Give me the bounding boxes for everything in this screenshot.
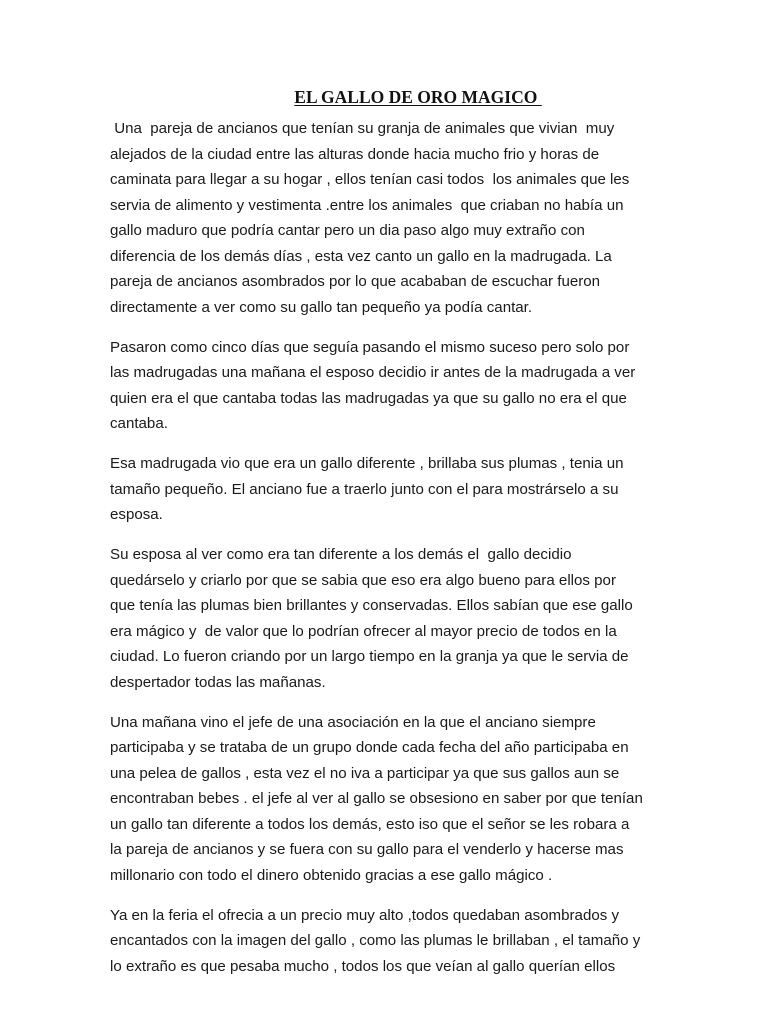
text-line: las madrugadas una mañana el esposo decidio ir antes de la madrugada a ver [110, 364, 636, 381]
text-line: diferencia de los demás días , esta vez canto un gallo en la madrugada. La [110, 247, 612, 265]
text-line: quien era el que cantaba todas las madrugadas ya que su gallo no era el que [110, 389, 627, 407]
text-line: esposa. [110, 506, 163, 523]
text-line: servia de alimento y vestimenta .entre los animales que criaban no había un [110, 196, 624, 214]
text-line: Su esposa al ver como era tan diferente a los demás el gallo decidio [110, 546, 572, 563]
text-line: cantaba. [110, 415, 168, 432]
text-line: gallo maduro que podría cantar pero un dia paso algo muy extraño con [110, 222, 585, 239]
paragraph [110, 116, 670, 320]
text-line: que tenía las plumas bien brillantes y conservadas. Ellos sabían que ese gallo [110, 597, 633, 614]
paragraph [110, 710, 670, 889]
document-title: EL GALLO DE ORO MAGICO [294, 87, 542, 107]
text-line: Una pareja de ancianos que tenían su granja de animales que vivian muy [110, 120, 615, 137]
text-line: la pareja de ancianos y se fuera con su gallo para el venderlo y hacerse mas [110, 841, 624, 858]
text-line: era mágico y de valor que lo podrían ofrecer al mayor precio de todos en la [110, 622, 617, 640]
text-line: tamaño pequeño. El anciano fue a traerlo junto con el para mostrárselo a su [110, 480, 619, 498]
paragraph [110, 542, 670, 695]
text-line: participaba y se trataba de un grupo donde cada fecha del año participaba en [110, 739, 629, 756]
text-line: un gallo tan diferente a todos los demás, esto iso que el señor se les robara a [110, 815, 630, 833]
paragraph [110, 903, 670, 980]
text-line: Pasaron como cinco días que seguía pasando el mismo suceso pero solo por [110, 338, 630, 356]
text-line: millonario con todo el dinero obtenido gracias a ese gallo mágico . [110, 866, 553, 884]
text-line: ciudad. Lo fueron criando por un largo tiempo en la granja ya que le servia de [110, 648, 629, 665]
text-line: lo extraño es que pesaba mucho , todos los que veían al gallo querían ellos [110, 957, 616, 975]
text-line: Una mañana vino el jefe de una asociación en la que el anciano siempre [110, 713, 596, 731]
text-line: quedárselo y criarlo por que se sabia que eso era algo bueno para ellos por [110, 571, 616, 589]
text-line: Ya en la feria el ofrecia a un precio muy alto ,todos quedaban asombrados y [110, 906, 620, 924]
paragraph [110, 451, 670, 528]
text-line: despertador todas las mañanas. [110, 673, 326, 691]
text-line: Esa madrugada vio que era un gallo diferente , brillaba sus plumas , tenia un [110, 455, 624, 472]
text-line: caminata para llegar a su hogar , ellos tenían casi todos los animales que les [110, 171, 630, 188]
text-line: encantados con la imagen del gallo , como las plumas le brillaban , el tamaño y [110, 932, 641, 949]
text-line: una pelea de gallos , esta vez el no iva a participar ya que sus gallos aun se [110, 764, 620, 782]
text-line: encontraban bebes . el jefe al ver al gallo se obsesiono en saber por que tenían [110, 790, 643, 807]
text-line: directamente a ver como su gallo tan pequeño ya podía cantar. [110, 298, 533, 316]
paragraph [110, 335, 670, 437]
text-line: alejados de la ciudad entre las alturas donde hacia mucho frio y horas de [110, 145, 600, 163]
text-line: pareja de ancianos asombrados por lo que acababan de escuchar fueron [110, 273, 601, 290]
document-body [110, 116, 670, 994]
